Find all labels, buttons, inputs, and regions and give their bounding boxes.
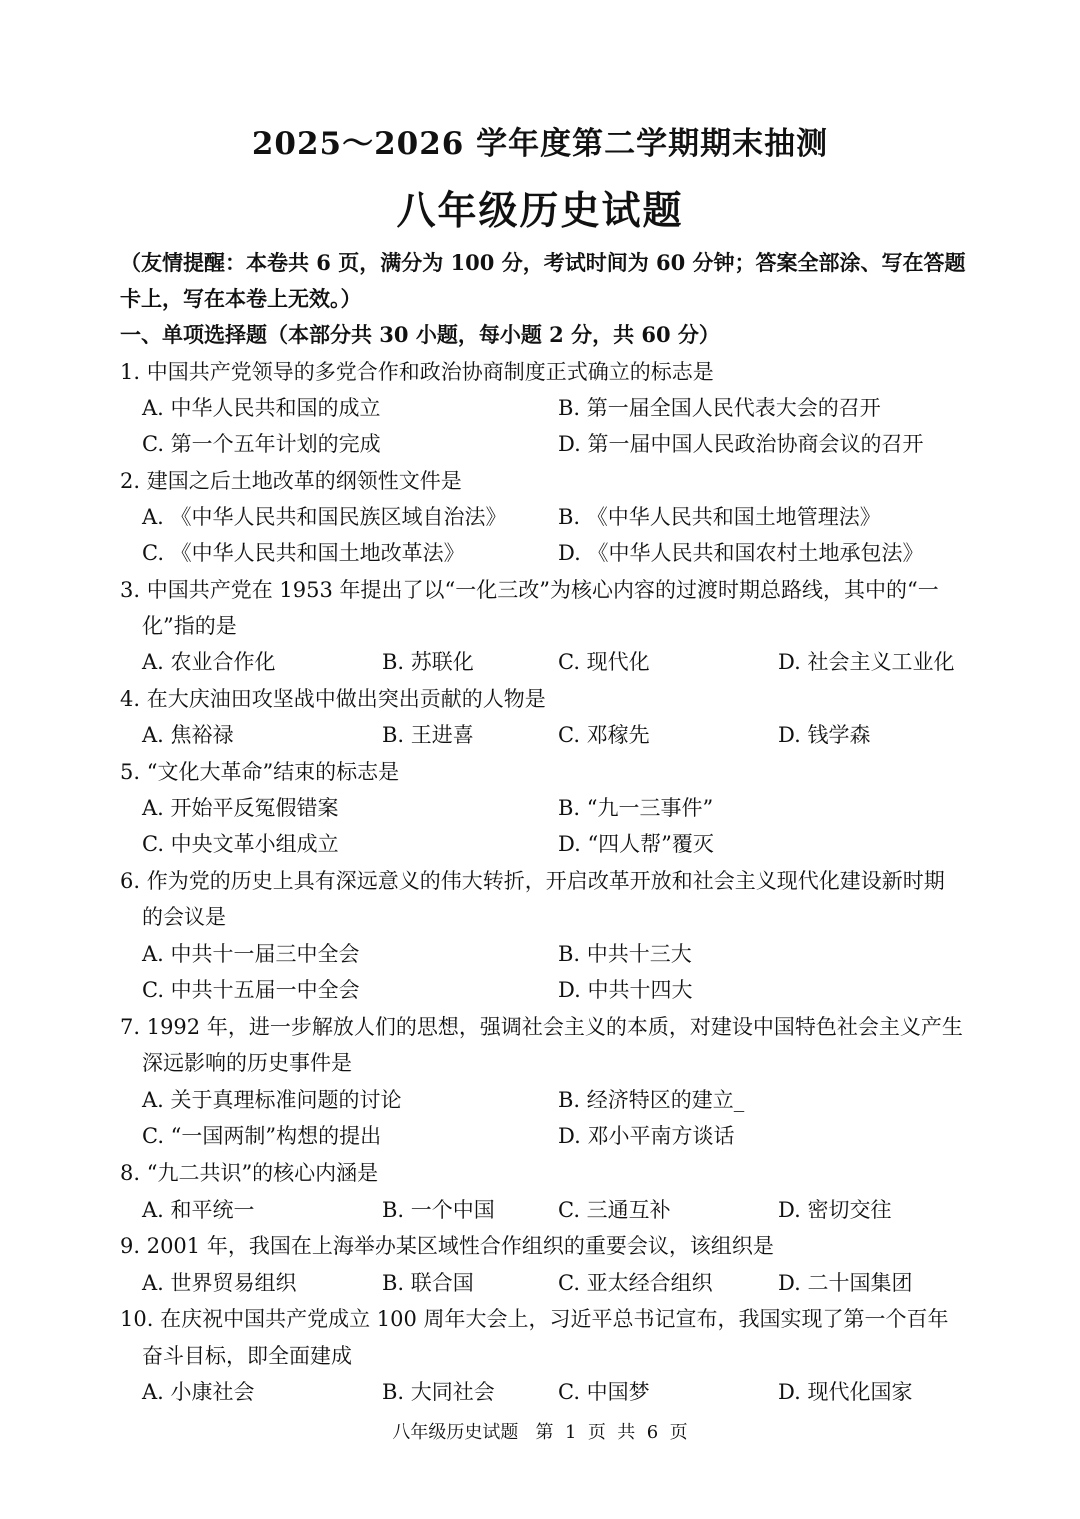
option-c: C. 《中华人民共和国土地改革法》: [142, 541, 465, 565]
option-a: A. 世界贸易组织: [142, 1271, 297, 1295]
option-d: D. 邓小平南方谈话: [558, 1124, 735, 1148]
option-b: B. 中共十三大: [558, 942, 692, 966]
option-a: A. 中共十一届三中全会: [142, 942, 360, 966]
option-d: D. 密切交往: [778, 1198, 892, 1222]
option-d: D. 中共十四大: [558, 978, 693, 1002]
question-stem: 5. “文化大革命”结束的标志是: [120, 760, 400, 784]
option-c: C. 第一个五年计划的完成: [142, 432, 381, 456]
question-stem: 3. 中国共产党在 1953 年提出了以“一化三改”为核心内容的过渡时期总路线，其中的“一: [120, 578, 939, 602]
question-stem: 1. 中国共产党领导的多党合作和政治协商制度正式确立的标志是: [120, 360, 714, 384]
option-c: C. “一国两制”构想的提出: [142, 1124, 382, 1148]
question-stem: 10. 在庆祝中国共产党成立 100 周年大会上，习近平总书记宣布，我国实现了第一个百年: [120, 1307, 949, 1331]
option-a: A. 《中华人民共和国民族区域自治法》: [142, 505, 507, 529]
option-d: D. 现代化国家: [778, 1380, 913, 1404]
question-stem-continued: 奋斗目标，即全面建成: [142, 1344, 352, 1368]
page-footer: 八年级历史试题 第 1 页 共 6 页: [392, 1422, 688, 1443]
notice-line-1: （友情提醒：本卷共 6 页，满分为 100 分，考试时间为 60 分钟；答案全部涂、写在答题: [120, 250, 966, 275]
exam-subtitle: 八年级历史试题: [396, 188, 684, 234]
option-c: C. 中共十五届一中全会: [142, 978, 360, 1002]
question-stem: 9. 2001 年，我国在上海举办某区域性合作组织的重要会议，该组织是: [120, 1234, 774, 1258]
option-c: C. 中国梦: [558, 1380, 650, 1404]
question-stem: 7. 1992 年，进一步解放人们的思想，强调社会主义的本质，对建设中国特色社会主义产生: [120, 1015, 963, 1039]
question-stem-continued: 化”指的是: [142, 614, 237, 638]
option-c: C. 中央文革小组成立: [142, 832, 339, 856]
option-a: A. 农业合作化: [142, 650, 276, 674]
option-d: D. 《中华人民共和国农村土地承包法》: [558, 541, 924, 565]
option-d: D. 二十国集团: [778, 1271, 913, 1295]
question-stem: 4. 在大庆油田攻坚战中做出突出贡献的人物是: [120, 687, 546, 711]
question-stem-continued: 的会议是: [142, 905, 226, 929]
option-b: B. 《中华人民共和国土地管理法》: [558, 505, 881, 529]
option-b: B. 第一届全国人民代表大会的召开: [558, 396, 881, 420]
option-a: A. 焦裕禄: [142, 723, 234, 747]
question-stem: 6. 作为党的历史上具有深远意义的伟大转折，开启改革开放和社会主义现代化建设新时期: [120, 869, 945, 893]
option-b: B. 王进喜: [382, 723, 474, 747]
option-b: B. 经济特区的建立_: [558, 1088, 745, 1112]
option-b: B. 大同社会: [382, 1380, 495, 1404]
question-stem: 8. “九二共识”的核心内涵是: [120, 1161, 379, 1185]
option-c: C. 现代化: [558, 650, 650, 674]
option-a: A. 和平统一: [142, 1198, 255, 1222]
option-b: B. 联合国: [382, 1271, 474, 1295]
question-stem-continued: 深远影响的历史事件是: [142, 1051, 352, 1075]
question-stem: 2. 建国之后土地改革的纲领性文件是: [120, 469, 462, 493]
option-d: D. 社会主义工业化: [778, 650, 955, 674]
option-c: C. 三通互补: [558, 1198, 671, 1222]
option-a: A. 开始平反冤假错案: [142, 796, 339, 820]
notice-line-2: 卡上，写在本卷上无效。）: [120, 286, 362, 311]
option-b: B. “九一三事件”: [558, 796, 714, 820]
option-d: D. “四人帮”覆灭: [558, 832, 714, 856]
option-b: B. 一个中国: [382, 1198, 495, 1222]
section-heading: 一、单项选择题（本部分共 30 小题，每小题 2 分，共 60 分）: [120, 322, 720, 347]
option-b: B. 苏联化: [382, 650, 474, 674]
exam-title: 2025～2026 学年度第二学期期末抽测: [251, 126, 829, 162]
option-c: C. 亚太经合组织: [558, 1271, 713, 1295]
option-d: D. 第一届中国人民政治协商会议的召开: [558, 432, 924, 456]
option-a: A. 小康社会: [142, 1380, 255, 1404]
option-d: D. 钱学森: [778, 723, 871, 747]
option-a: A. 关于真理标准问题的讨论: [142, 1088, 402, 1112]
option-a: A. 中华人民共和国的成立: [142, 396, 381, 420]
option-c: C. 邓稼先: [558, 723, 650, 747]
